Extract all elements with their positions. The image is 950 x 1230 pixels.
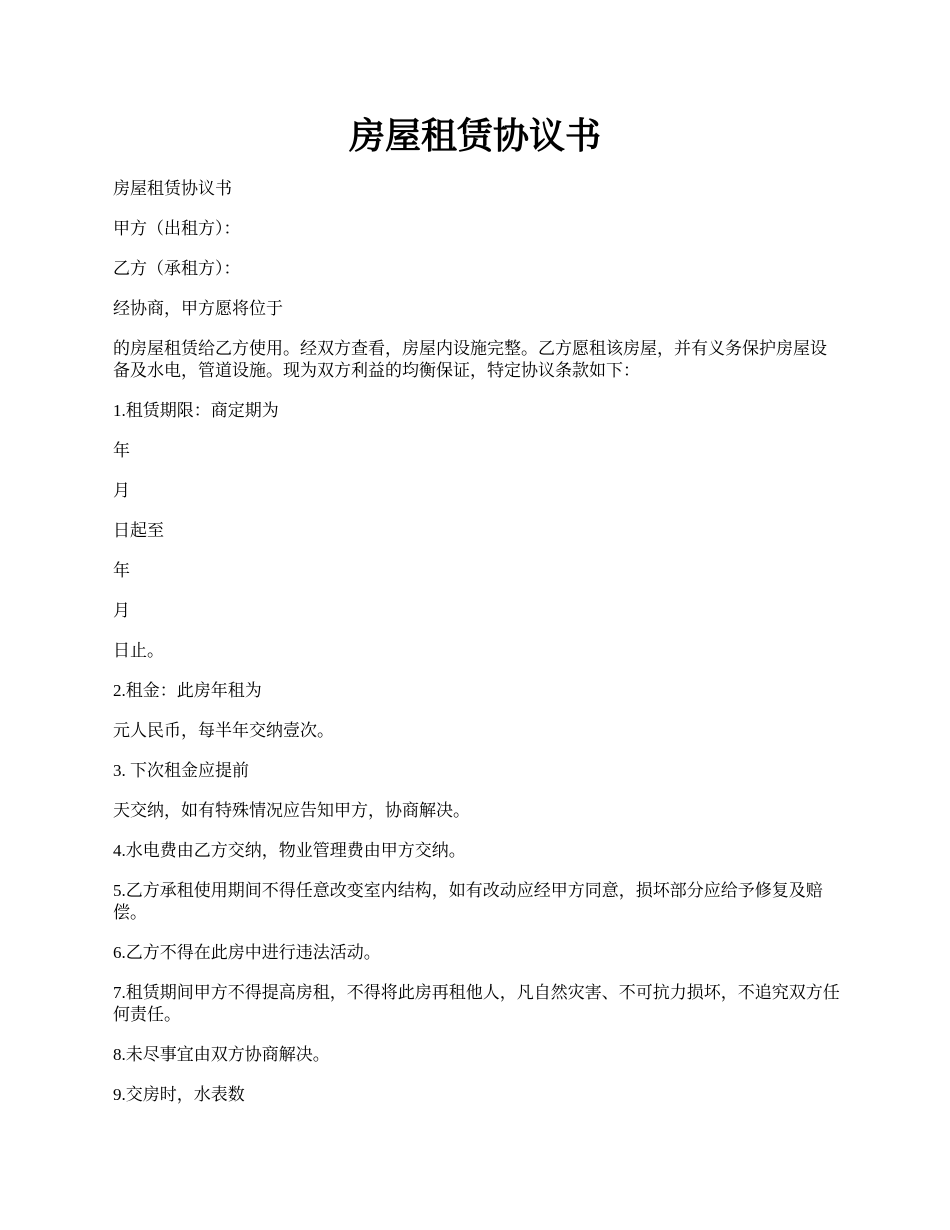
paragraph-term-year-end: 年	[113, 561, 130, 580]
paragraph-structure: 5.乙方承租使用期间不得任意改变室内结构，如有改动应经甲方同意，损坏部分应给予修复及赔偿。	[113, 881, 823, 922]
paragraph-utilities: 4.水电费由乙方交纳，物业管理费由甲方交纳。	[113, 841, 466, 860]
paragraph-rent-increase: 7.租赁期间甲方不得提高房租，不得将此房再租他人，凡自然灾害、不可抗力损坏，不追究双方任何责任。	[113, 983, 840, 1024]
document-body	[113, 178, 841, 1124]
paragraph-location: 经协商，甲方愿将位于	[113, 299, 283, 318]
paragraph-advance: 3. 下次租金应提前	[113, 761, 249, 780]
paragraph-term-month-end: 月	[113, 601, 130, 620]
paragraph-heading: 房屋租赁协议书	[113, 179, 232, 198]
document-title: 房屋租赁协议书	[348, 116, 601, 156]
paragraph-other-matters: 8.未尽事宜由双方协商解决。	[113, 1045, 330, 1064]
paragraph-term-day-end: 日止。	[113, 641, 164, 660]
paragraph-term-month-start: 月	[113, 481, 130, 500]
paragraph-term-year-start: 年	[113, 441, 130, 460]
paragraph-advance-days: 天交纳，如有特殊情况应告知甲方，协商解决。	[113, 801, 470, 820]
paragraph-water-meter: 9.交房时，水表数	[113, 1085, 245, 1104]
paragraph-term-day-start: 日起至	[113, 521, 164, 540]
paragraph-rent-payment: 元人民币，每半年交纳壹次。	[113, 721, 334, 740]
paragraph-intro: 的房屋租赁给乙方使用。经双方查看，房屋内设施完整。乙方愿租该房屋，并有义务保护房屋设备及水电，管道设施。现为双方利益的均衡保证，特定协议条款如下：	[113, 339, 827, 380]
paragraph-party-a: 甲方（出租方）：	[113, 219, 241, 238]
paragraph-term-1: 1.租赁期限：商定期为	[113, 401, 279, 420]
paragraph-rent: 2.租金：此房年租为	[113, 681, 262, 700]
paragraph-party-b: 乙方（承租方）：	[113, 259, 241, 278]
paragraph-illegal: 6.乙方不得在此房中进行违法活动。	[113, 943, 381, 962]
